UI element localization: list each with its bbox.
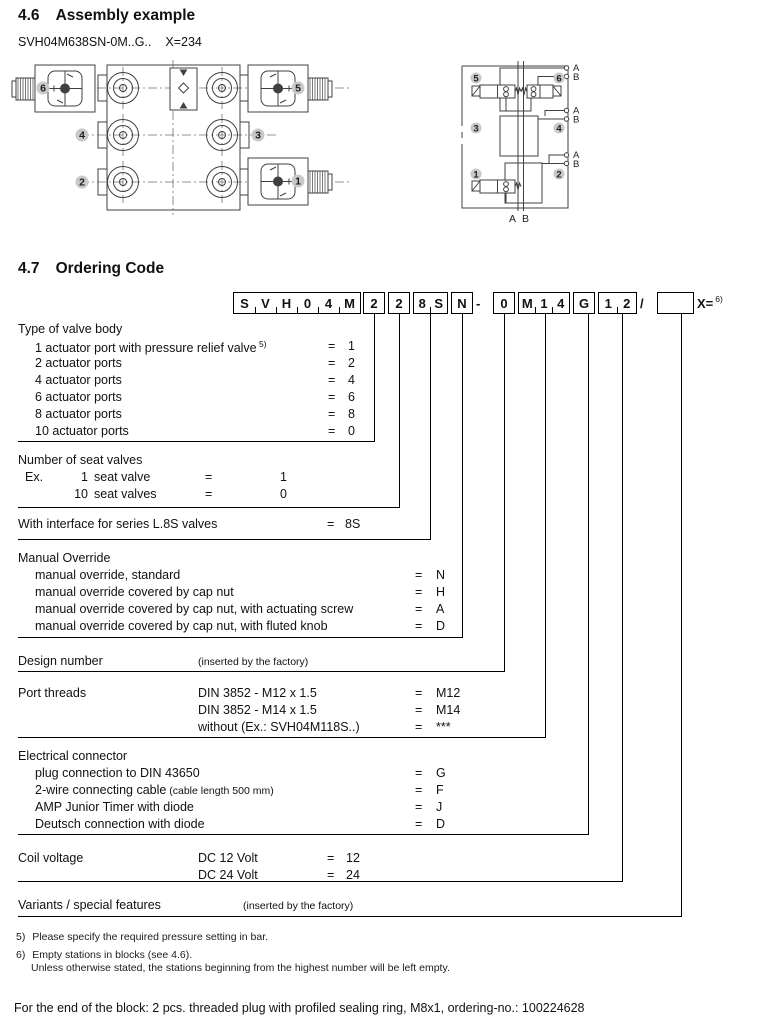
- badge-5: 5: [473, 73, 479, 85]
- option-code: G: [436, 766, 446, 780]
- equals-sign: =: [415, 585, 423, 599]
- section-label: Electrical connector: [18, 749, 128, 763]
- code-box-G: G: [573, 292, 595, 314]
- section-label: Manual Override: [18, 551, 111, 565]
- section-connector-line: [681, 314, 682, 916]
- option-label: without (Ex.: SVH04M118S..): [198, 720, 360, 734]
- equals-sign: =: [328, 407, 336, 421]
- section-label: Port threads: [18, 686, 87, 700]
- section-rule: [18, 671, 505, 672]
- section-4-7-heading: [18, 260, 164, 278]
- option-code: 8: [348, 407, 355, 421]
- equals-sign: =: [327, 517, 335, 531]
- option-label: DIN 3852 - M14 x 1.5: [198, 703, 317, 717]
- section-connector-line: [588, 314, 589, 834]
- equals-sign: =: [415, 720, 423, 734]
- port-b3: B: [573, 159, 580, 170]
- option-label: manual override covered by cap nut, with fluted knob: [35, 619, 328, 633]
- equals-sign: =: [415, 568, 423, 582]
- code-box-8S: [413, 292, 448, 314]
- option-code: 12: [346, 851, 360, 865]
- code-separator--: -: [476, 295, 481, 311]
- section-rule: [18, 916, 682, 917]
- code-box-M14: [518, 292, 570, 314]
- section-rule: [18, 834, 589, 835]
- option-code: D: [436, 619, 446, 633]
- section-label: Design number: [18, 654, 103, 668]
- section-connector-line: [462, 314, 463, 637]
- equals-sign: =: [328, 390, 336, 404]
- section-title: Ordering Code: [55, 260, 165, 277]
- hydraulic-schematic: [455, 58, 750, 226]
- badge-3: 3: [473, 123, 479, 135]
- option-code: 6: [348, 390, 355, 404]
- section-connector-line: [430, 314, 431, 539]
- section-4-6-heading: [18, 7, 195, 25]
- option-label: DC 12 Volt: [198, 851, 258, 865]
- footnote-ref: 6): [715, 294, 723, 304]
- equals-sign: =: [415, 800, 423, 814]
- option-code: D: [436, 817, 446, 831]
- option-label: manual override covered by cap nut: [35, 585, 234, 599]
- footnote-text: Please specify the required pressure setting in bar.: [32, 931, 269, 943]
- equals-sign: =: [205, 470, 213, 484]
- footnote-marker: 5): [16, 931, 26, 943]
- code-char: 0: [297, 293, 318, 313]
- option-label: DIN 3852 - M12 x 1.5: [198, 686, 317, 700]
- option-code: 4: [348, 373, 355, 387]
- code-box-0: 0: [493, 292, 515, 314]
- equals-sign: =: [327, 868, 335, 882]
- section-rule: [18, 441, 375, 442]
- option-label: 2 actuator ports: [35, 356, 122, 370]
- section-rule: [18, 637, 463, 638]
- equals-sign: =: [328, 339, 336, 353]
- equals-sign: =: [415, 703, 423, 717]
- option-code: M14: [436, 703, 461, 717]
- port-b1: B: [573, 72, 580, 83]
- option-code: 2: [348, 356, 355, 370]
- code-char: V: [255, 293, 276, 313]
- code-char: 1: [604, 295, 612, 311]
- code-box-2: 2: [388, 292, 410, 314]
- badge-4: 4: [556, 123, 562, 135]
- section-connector-line: [399, 314, 400, 507]
- equals-sign: =: [205, 487, 213, 501]
- option-label: seat valve: [94, 470, 151, 484]
- code-char: 2: [618, 293, 637, 313]
- solenoid-valve-6: [12, 65, 95, 112]
- section-title: Assembly example: [55, 7, 196, 24]
- code-char: 4: [552, 293, 569, 313]
- badge-2: 2: [556, 169, 562, 181]
- port-a2: A: [573, 105, 580, 117]
- code-char: S: [240, 295, 249, 311]
- option-label: 4 actuator ports: [35, 373, 122, 387]
- option-code: ***: [436, 720, 451, 734]
- code-separator-x: X= $^{6)}$: [697, 294, 723, 311]
- badge-6: 6: [556, 73, 562, 85]
- example-prefix: Ex.: [25, 470, 44, 484]
- option-count: 1: [81, 470, 88, 484]
- seat-valve-symbol-5: [472, 85, 521, 98]
- code-box-SVH04M: [233, 292, 361, 314]
- equals-sign: =: [327, 851, 335, 865]
- equals-sign: =: [328, 373, 336, 387]
- section-rule: [18, 507, 400, 508]
- option-code: M12: [436, 686, 461, 700]
- option-label: manual override covered by cap nut, with actuating screw: [35, 602, 354, 616]
- option-code: 1: [348, 339, 355, 353]
- section-connector-line: [374, 314, 375, 441]
- example-x-value: X=234: [165, 35, 202, 49]
- end-of-block-note: For the end of the block: 2 pcs. threaded plug with profiled sealing ring, M8x1, ordering-no.: 100224628: [14, 1001, 585, 1015]
- equals-sign: =: [415, 817, 423, 831]
- badge-3: 3: [255, 129, 261, 142]
- option-label: DC 24 Volt: [198, 868, 258, 882]
- footnote-ref: 5): [256, 339, 267, 349]
- option-label: seat valves: [94, 487, 157, 501]
- option-code: H: [436, 585, 446, 599]
- option-code: J: [436, 800, 443, 814]
- option-label: 10 actuator ports: [35, 424, 129, 438]
- code-char: M: [339, 293, 360, 313]
- top-tab: [170, 68, 197, 110]
- section-rule: [18, 881, 623, 882]
- equals-sign: =: [328, 424, 336, 438]
- equals-sign: =: [415, 766, 423, 780]
- badge-4: 4: [79, 129, 85, 142]
- section-label: Variants / special features: [18, 898, 161, 912]
- option-code: 8S: [345, 517, 361, 531]
- option-count: 10: [74, 487, 88, 501]
- section-connector-line: [622, 314, 623, 881]
- code-char: 8: [418, 295, 426, 311]
- code-box-blank: [657, 292, 694, 314]
- factory-note: (inserted by the factory): [243, 900, 354, 912]
- equals-sign: =: [415, 686, 423, 700]
- code-char: 4: [318, 293, 339, 313]
- badge-1: 1: [473, 169, 479, 181]
- port-a1: A: [573, 63, 580, 74]
- section-connector-line: [545, 314, 546, 737]
- equals-sign: =: [328, 356, 336, 370]
- option-code: 24: [346, 868, 360, 882]
- option-code: F: [436, 783, 444, 797]
- section-label: With interface for series L.8S valves: [18, 517, 218, 531]
- code-char: H: [276, 293, 297, 313]
- code-char: M: [521, 295, 533, 311]
- equals-sign: =: [415, 619, 423, 633]
- code-box-N: N: [451, 292, 473, 314]
- option-label: manual override, standard: [35, 568, 181, 582]
- badge-6: 6: [40, 82, 46, 95]
- port-b2: B: [573, 114, 580, 126]
- section-label: Coil voltage: [18, 851, 84, 865]
- gallery-label-a: A: [508, 213, 517, 225]
- option-code: A: [436, 602, 445, 616]
- section-label: Number of seat valves: [18, 453, 143, 467]
- option-label: 2-wire connecting cable (cable length 500 mm): [35, 783, 274, 797]
- equals-sign: =: [415, 783, 423, 797]
- footnote-5: [16, 931, 268, 943]
- equals-sign: =: [415, 602, 423, 616]
- factory-note: (inserted by the factory): [198, 656, 309, 668]
- section-number: 4.6: [18, 7, 40, 24]
- seat-valve-symbol-1: [472, 180, 521, 193]
- badge-1: 1: [295, 175, 301, 188]
- section-connector-line: [504, 314, 505, 671]
- option-code: 0: [348, 424, 355, 438]
- example-code: SVH04M638SN-0M..G..: [18, 35, 152, 49]
- badge-2: 2: [79, 176, 85, 189]
- gallery-label-b: B: [521, 213, 530, 225]
- code-char: 1: [536, 293, 553, 313]
- section-rule: [18, 539, 431, 540]
- footnote-text: Empty stations in blocks (see 4.6).: [32, 949, 193, 961]
- option-label: AMP Junior Timer with diode: [35, 800, 194, 814]
- code-box-2: 2: [363, 292, 385, 314]
- option-label-note: (cable length 500 mm): [166, 785, 274, 797]
- manifold-drawing: [10, 57, 355, 219]
- code-box-12: [598, 292, 637, 314]
- option-label: Deutsch connection with diode: [35, 817, 205, 831]
- port-a3: A: [573, 150, 580, 161]
- footnote-6: [16, 949, 192, 961]
- code-char: S: [431, 293, 448, 313]
- solenoid-valve-5: [248, 65, 332, 112]
- option-label: 1 actuator port with pressure relief valve $^{5)}$: [35, 339, 267, 356]
- option-label: 8 actuator ports: [35, 407, 122, 421]
- option-label: plug connection to DIN 43650: [35, 766, 200, 780]
- code-separator-/: /: [640, 295, 644, 311]
- footnote-marker: 6): [16, 949, 26, 961]
- solenoid-valve-1: [248, 158, 332, 205]
- section-number: 4.7: [18, 260, 40, 277]
- option-label: 6 actuator ports: [35, 390, 122, 404]
- section-label: Type of valve body: [18, 322, 123, 336]
- seat-valve-symbol-6: [521, 85, 561, 98]
- footnote-6-line2: Unless otherwise stated, the stations beginning from the highest number will be left empty.: [31, 962, 450, 974]
- section-rule: [18, 737, 546, 738]
- option-code: N: [436, 568, 446, 582]
- assembly-example-code: [18, 35, 202, 49]
- badge-5: 5: [295, 82, 301, 95]
- option-code: 1: [280, 470, 287, 484]
- option-code: 0: [280, 487, 287, 501]
